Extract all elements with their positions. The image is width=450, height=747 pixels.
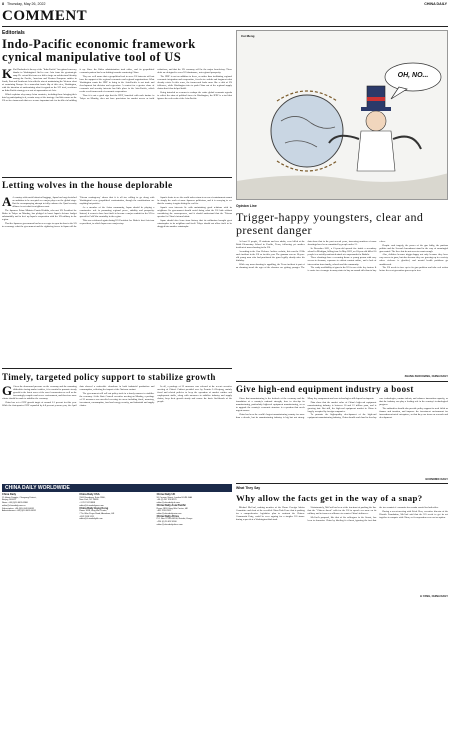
opinion-para: The US needs to face up to its gun problem and take real action before the next generation grows up in fear. xyxy=(379,266,448,273)
footer-column: China Daily USA 1500 Broadway, Suite 2800, New York, NY 10036 +1 212 537 8888 editor@chinadailyusa.com China Daily Hong Kong Room 1818, Hing Wai Centre, 7 Tin Wan Praya Road, Aberdeen, HK +852 2518 5111 editor@chinadailyhk.com xyxy=(79,493,115,521)
footer-column: China Daily 15 Huixin Dongjie, Chaoyang District, Beijing 100029 News: +86 (0)10 6491-8366 editor@chinadaily.com.cn Subscription: +86 (0)10 6491-8631 Advertisement: +86 (0)10 6491-8631 xyxy=(2,493,37,513)
editorial-2-para: Japan should also learn from history that its militarism brought great catastrophes to its neighbors and itself. Tokyo should not allow itself to be dragged into another catastrophe. xyxy=(157,218,232,228)
cartoon-drawing xyxy=(237,31,448,200)
what-they-say-byline: LI YANG, CHINA DAILY xyxy=(419,595,448,598)
editorial-4-body xyxy=(236,397,448,477)
editorial-3-para: China has set a GDP growth target of around 5.5 percent for this year. While the first-quarter GDP expanded by 4.8 percent year-on-year, the April data showed a noticeable slowdown in both industrial production and consumption, reflecting the impact of the Omicron variant. xyxy=(2,385,155,407)
cartoon-illustration xyxy=(236,30,448,200)
editorial-4-title: Give high-end equipment industry a boost xyxy=(236,384,414,394)
opinion-title: Trigger-happy youngsters, clear and present danger xyxy=(236,210,424,237)
editorial-1-para: Which explains why many Asian countries, including those bringing their hats by participating in it, remain wary of the strategy. And this comes as the US seeks a framework that sees a more important role for its allies in building it up. Since the Biden administration took office, and its geopolitical economic pattern has been shifting towards countering China. xyxy=(2,68,155,103)
editorial-2-para: This was evidenced again during US President Joe Biden's first Asia tour as president, to which Japan was a major stop. xyxy=(79,218,155,225)
page-number: 8 xyxy=(2,2,4,6)
editorial-1-para: Kai Hacksdeen's theory of the "Indo-Pacific" has gained currency thanks to Washington's bid to ease Asia from the geostrategic map. He extend his term as a bid to forge an architectural identity among the Pacific, American and Western European entities in South, East and Southeast Asia with the aim of maintaining the Western clout of containing Europe. In a somewhat ironic flip of this view, Washington, with the intention of undermining what it regards as the US' rival, envisions an Indo-Pacific strategy as a sort of supra-nation of Asia. xyxy=(2,68,77,93)
opinion-para: Also, children become trigger-happy not only because they have easy access to guns, but also because they are growing up in a society where violence is glorified, and mental health problems go unaddressed. xyxy=(379,253,448,266)
what-they-say-para: Michael McCaul, ranking member of the House Foreign Affairs Committee and chair of the so-called China Task Force that is pushing for a comprehensive legislative plan to confront the Chinese Communist Party, could be seen arguing for a tougher US stance during a speech at a Washington think tank. xyxy=(236,506,305,522)
what-they-say-para: McCaul's proposal, like that of his colleagues in the Senate, has been to demonize China by labeling it a threat, ignoring the fact that the two countries' economic ties remain crucial for both sides. xyxy=(307,506,439,522)
editorial-2-para: That the Japanese government has been so eager to open its door to the US to encourage what the government and the rightwing forces in Japan call the 'Taiwan contingency' shows that it is all too willing to go along with Washington's new geopolitical confrontation, though the ramifications are anything but positive. xyxy=(2,196,155,228)
editorial-3-para: The government will roll out policy tools in a timely manner to stabilize the economy. At the State Council executive meeting on Monday, a package of 33 measures was unveiled covering six areas including fiscal, monetary, investment, consumption, food and energy security, and industrial and supply chains. xyxy=(79,391,155,407)
paper-name: CHINA DAILY xyxy=(424,2,447,6)
editorials-label: Editorials xyxy=(2,30,25,36)
editorial-4-para: To promote the high-quality development of the high-end equipment manufacturing industry, China should work hard to develop core technologies, nurture talents, and enhance innovation capacity, so that the industry can play a leading role in the country's technological progress. xyxy=(307,397,448,420)
editorial-4-para: China has been the world's largest manufacturing country for more than a decade, but its manufacturing industry is big but not strong. Many key components and core technologies still depend on imports. xyxy=(236,397,375,419)
editorial-1-para: Thus it is not a good sign that the IPEF, launched with such fanfare in Tokyo on Monday, does not have provisions for market access or tariff reductions, and that the US economy will be the major beneficiary. These deals are designed to serve US dominance, not regional prosperity. xyxy=(79,68,232,100)
editorial-2-para: As a member of the Asian community, Japan should be playing a constructive role in promoting regional peace, stability and prosperity. Instead, it seems to have bent itself to become a major conduit for the US to spread its Cold War mentality in the region. xyxy=(79,205,155,218)
opinion-para: The ready availability of guns in the US is one of the key factors. It is easier for a teenager in many states to buy an assault rifle than to buy a beer. xyxy=(307,240,386,273)
opinion-label: Opinion Line xyxy=(236,204,257,208)
page-date: Thursday, May 26, 2022 xyxy=(7,2,46,6)
opinion-byline: ZHANG ZHOUXIANG, CHINA DAILY xyxy=(404,375,448,378)
editorial-2-para: The Japanese Prime Minister Fumio Kishida, who met US President Joe Biden in Tokyo on Monday, has pledged to boost Japan's defense budget substantially and to beef up Japan's cooperation with the US military in the region. xyxy=(2,208,77,221)
opinion-para: In December 2021, a 15-year-old opened fire inside a secondary school in Michigan, killing four. In May 2022, an 18-year-old killed 10 people in a racially motivated attack at a supermarket in Buffalo. xyxy=(307,246,377,256)
editorial-4-para: Data show that the market value of China's high-end equipment manufacturing industry is between 10 and 12 trillion yuan, and is growing fast. But still, the high-end equipment market in China is largely occupied by foreign companies. xyxy=(307,400,377,413)
what-they-say-para: During a recent meeting with Erich Hess, executive director of the Hinrich Foundation, McCaul said that the US needs to get its act together to compete with China, as if cooperation were not an option. xyxy=(379,509,448,519)
cartoon-speech: OH, NO... xyxy=(397,72,429,79)
opinion-para: At least 21 people, 19 students and two adults, were killed at the Robb Elementary School in Uvalde, Texas, following yet another incident of mass shooting in the US. xyxy=(236,240,305,250)
opinion-body xyxy=(236,240,448,374)
what-they-say-body xyxy=(236,506,448,594)
footer-column: China Daily UK 90 Cannon Street, London EC4N 6HA +44 (0) 207 398 8270 editor@chinadailyuk.com China Daily Asia Pacific Room 1818, Hing Wai Centre, HK +852 2518 5111 editor@chinadailyasia.com China Daily Africa P.O. Box 27281-00100, Nairobi, Kenya +254 (0) 20 692 0900 editor@chinadailyafrica.com xyxy=(156,493,193,526)
editorial-3-para: In all, a package of 33 measures was released at the recent executive meeting of China's Cabinet presided over by Premier Li Keqiang, mainly fiscal and related policies to keep the operation of market entities and employment stable, along with measures to stabilize industry and supply chains, keep their growth steady and ensure the basic livelihoods of the people. xyxy=(157,385,232,404)
editorial-4-byline: ECONOMIC DAILY xyxy=(425,478,448,481)
editorial-1-title: Indo-Pacific economic framework cynical manipulative tool of US xyxy=(2,37,196,64)
cartoon-caption: Cui Meng xyxy=(241,34,255,38)
editorial-3-para: Given the downward pressure on the economy and the mounting difficulties facing market entities, it is essential to promote steady growth in the latest wave of the novel coronavirus as well as the increasingly complex and severe environment, and therefore more efforts should be made to stabilize the economy. xyxy=(2,385,77,401)
what-they-say-para: Unfortunately, McCaul has been at the forefront of pushing the line that the "Chinese threat" calls for the US to spend ever more on its military and to form new alliances to counter China's influence. xyxy=(307,506,377,516)
editorial-3-title: Timely, targeted policy support to stabilize growth xyxy=(2,372,216,382)
what-they-say-title: Why allow the facts get in the way of a snap? xyxy=(236,493,423,503)
editorial-2-para: A country with much historical baggage, Japan has long cherished an ambition to be accepted as a major player on the global stage. But the accompanying attempt to fully embrace the Quad security alliance is not what its neighbors want. xyxy=(12,196,77,209)
footer-bar: CHINA DAILY WORLDWIDE xyxy=(2,484,232,492)
editorial-1-para: Being intended as a means to reshape the entire global economic agenda to reflect the aims of political forces in Washington, the IPEF is a tool that ignores the real needs of the Asia-Pacific. xyxy=(157,90,232,100)
opinion-para: While any mass shooting is appalling, the Texas incident is part of an alarming trend: the ages of the shooters are getting younger. The data show that in the past several years, increasing numbers of mass shootings have been committed by people under 21. xyxy=(236,240,377,269)
editorial-4-para: The authorities should also provide policy support in such fields as finance and taxation, and improve the investment environment for innovation-oriented enterprises, so that they can focus on research and development. xyxy=(379,406,448,419)
editorial-1-body: K Kai Hacksdeen's theory of the "Indo-Pacific" has gained currency thanks to Washington's bid to ease Asia from the geostrategic map. He extend his term as a bid to forge an architectural identity among the Pacific, American and Western European entities in South, East and Southeast Asia with the aim of maintaining the Western clout of containing Europe. In a somewhat ironic flip of this view, Washington, with the intention of undermining what it regards as the US' rival, envisions an Indo-Pacific strategy as a sort of supra-nation of Asia. Which explains why many Asian countries, including those bringing their hats by participating in it, remain wary of the strategy. And this comes as the US seeks a framework that sees a more important role for its allies in building it up. Since the Biden administration took office, and its geopolitical economic pattern has been shifting towards countering China. They are well aware that a geopolitical tool to serve US interests will not have the support of the regional economies and regional organizations. What Washington wants the IPEF to bring to the Asia-Pacific is not trade and development but division and regression. A contest for a greater share of economic and security interests has little place in the Asia-Pacific, which needs a real framework of economic cooperation. Thus it is not a good sign that the IPEF, launched with such fanfare in Tokyo on Monday, does not have provisions for market access or tariff reductions, and that the US economy will be the major beneficiary. These deals are designed to serve US dominance, not regional prosperity. The IPEF is not an addition to these, as rather than facilitating regional economic integration and cooperation, it seeks to exclude and fragment what already exists. In this sense, the framework looks more like a club of US followers, while Washington tries to push China out of the regional supply chains that it has helped build. Being intended as a means to reshape the entire global economic agenda to reflect the aims of political forces in Washington, the IPEF is a tool that ignores the real needs of the Asia-Pacific. xyxy=(2,68,232,103)
opinion-para: These shootings have a recurring theme: a young person with easy access to firearms, exposure to violent content online, and a lack of intervention from family, schools and the community. xyxy=(307,256,377,266)
section-title: COMMENT xyxy=(2,8,88,24)
editorial-2-para: Japan's own interests lie with maintaining good relations with its neighbors. Its government should avoid doing what the US bids without considering the consequences, and it should understand that the 'Taiwan question' is China's internal affair. xyxy=(157,205,232,218)
footer-contacts xyxy=(2,494,232,534)
opinion-para: Despite each tragedy, the power of the gun lobby, the partisan politics and the Second Amendment stand in the way of meaningful gun control. The lives lost do not seem to count enough. xyxy=(379,243,448,253)
editorial-2-body: A A country with much historical baggage, Japan has long cherished an ambition to be accepted as a major player on the global stage. But the accompanying attempt to fully embrace the Quad security alliance is not what its neighbors want. The Japanese Prime Minister Fumio Kishida, who met US President Joe Biden in Tokyo on Monday, has pledged to boost Japan's defense budget substantially and to beef up Japan's cooperation with the US military in the region. That the Japanese government has been so eager to open its door to the US to encourage what the government and the rightwing forces in Japan call the 'Taiwan contingency' shows that it is all too willing to go along with Washington's new geopolitical confrontation, though the ramifications are anything but positive. As a member of the Asian community, Japan should be playing a constructive role in promoting regional peace, stability and prosperity. Instead, it seems to have bent itself to become a major conduit for the US to spread its Cold War mentality in the region. This was evidenced again during US President Joe Biden's first Asia tour as president, to which Japan was a major stop. Japan's desire to see the world order return to an era of containment cannot be simply the work of some Japanese politicians, and it is worrying to see that the country is again letting the wolf in. Japan's own interests lie with maintaining good relations with its neighbors. Its government should avoid doing what the US bids without considering the consequences, and it should understand that the 'Taiwan question' is China's internal affair. Japan should also learn from history that its militarism brought great catastrophes to its neighbors and itself. Tokyo should not allow itself to be dragged into another catastrophe. xyxy=(2,196,232,228)
editorial-4-para: Given that manufacturing is the bedrock of the economy and the foundation of a country's national strength, how to develop its manufacturing, particularly high-end equipment manufacturing, so as to upgrade the country's economic structure is a question that needs urgent answer. xyxy=(236,397,305,413)
what-they-say-label: What They Say xyxy=(236,486,261,490)
editorial-2-title: Letting wolves in the house deplorable xyxy=(2,181,173,191)
editorial-2-para: Japan's desire to see the world order return to an era of containment cannot be simply the work of some Japanese politicians, and it is worrying to see that the country is again letting the wolf in. xyxy=(157,196,232,206)
editorial-1-para: They are well aware that a geopolitical tool to serve US interests will not have the support of the regional economies and regional organizations. What Washington wants the IPEF to bring to the Asia-Pacific is not trade and development but division and regression. A contest for a greater share of economic and security interests has little place in the Asia-Pacific, which needs a real framework of economic cooperation. xyxy=(79,74,155,93)
opinion-para: According to the Gun Violence Archive website, this was the 212th such incident in the US so far this year. The gunman was an 18-year-old young man who had purchased the guns legally shortly after his birthday. xyxy=(236,249,305,262)
editorial-1-para: The IPEF is not an addition to these, as rather than facilitating regional economic integration and cooperation, it seeks to exclude and fragment what already exists. In this sense, the framework looks more like a club of US followers, while Washington tries to push China out of the regional supply chains that it has helped build. xyxy=(157,74,232,90)
editorial-3-body: G Given the downward pressure on the economy and the mounting difficulties facing market entities, it is essential to promote steady growth in the latest wave of the novel coronavirus as well as the increasingly complex and severe environment, and therefore more efforts should be made to stabilize the economy. China has set a GDP growth target of around 5.5 percent for this year. While the first-quarter GDP expanded by 4.8 percent year-on-year, the April data showed a noticeable slowdown in both industrial production and consumption, reflecting the impact of the Omicron variant. The government will roll out policy tools in a timely manner to stabilize the economy. At the State Council executive meeting on Monday, a package of 33 measures was unveiled covering six areas including fiscal, monetary, investment, consumption, food and energy security, and industrial and supply chains. In all, a package of 33 measures was released at the recent executive meeting of China's Cabinet presided over by Premier Li Keqiang, mainly fiscal and related policies to keep the operation of market entities and employment stable, along with measures to stabilize industry and supply chains, keep their growth steady and ensure the basic livelihoods of the people. xyxy=(2,385,232,407)
